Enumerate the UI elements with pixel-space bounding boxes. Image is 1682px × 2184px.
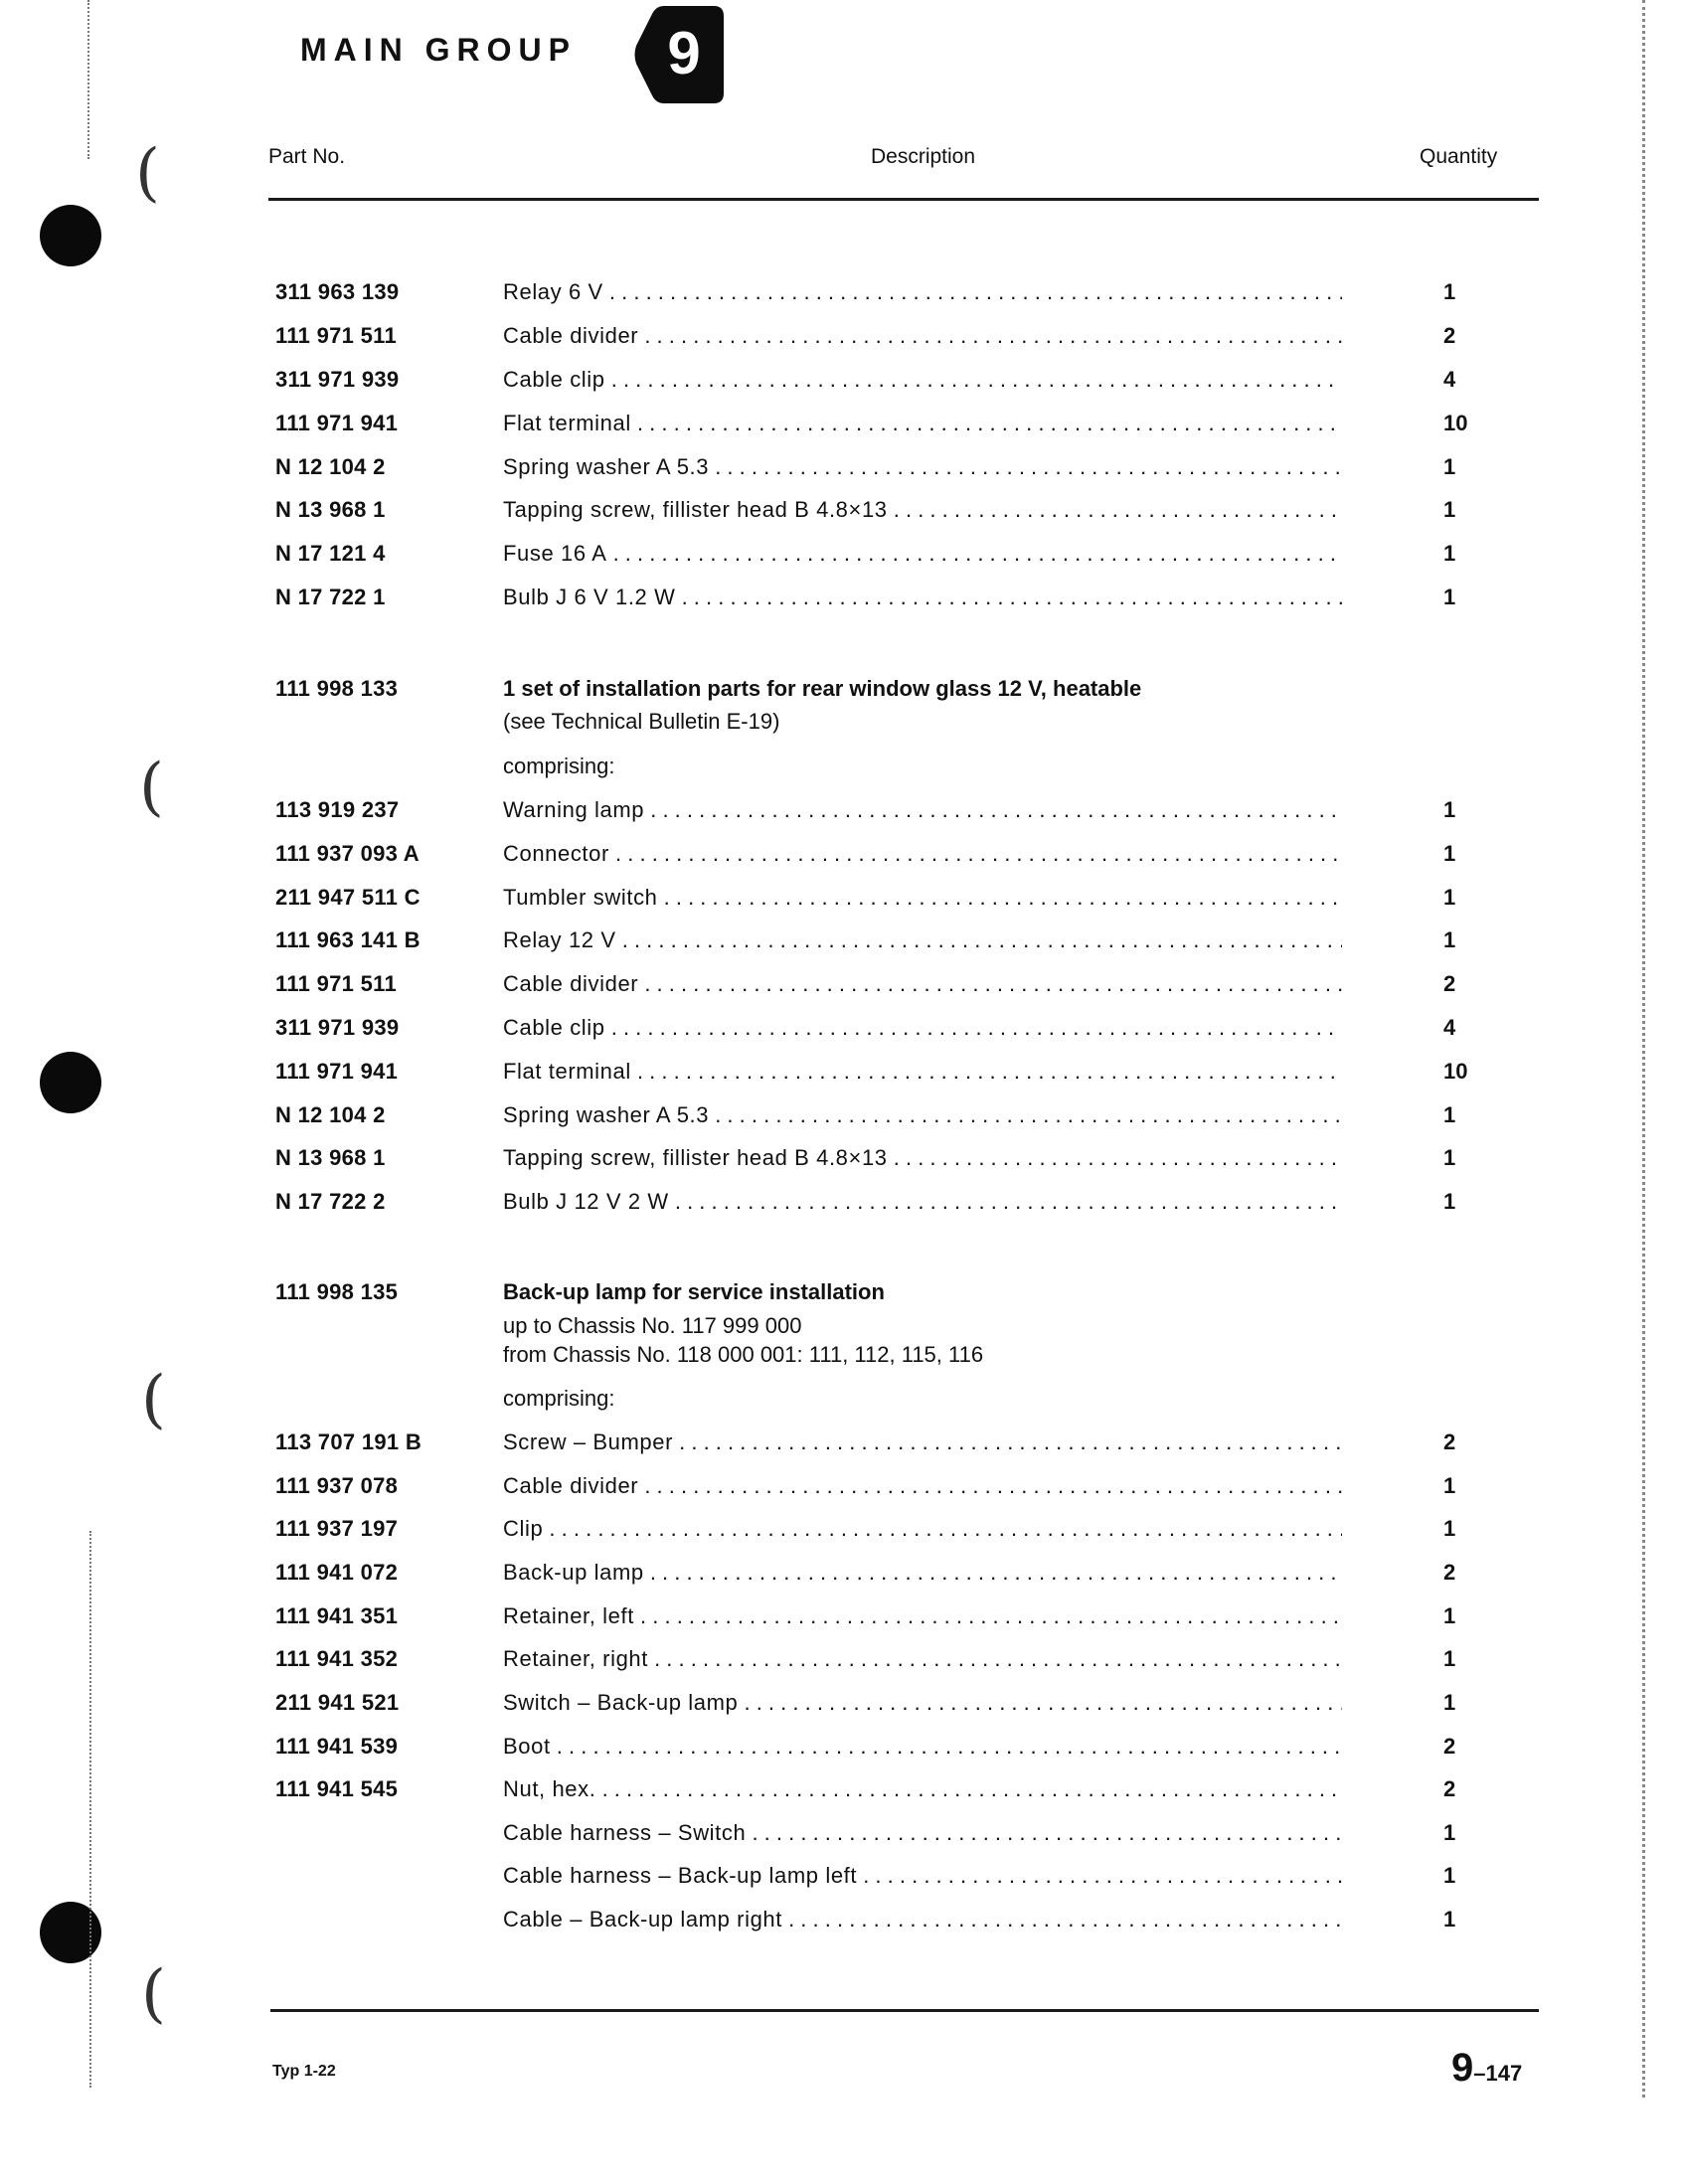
quantity: 1: [1443, 541, 1456, 566]
part-number: 111 941 545: [275, 1776, 399, 1801]
set1-part-number: 111 998 133: [275, 676, 399, 701]
page-number-group: 9: [1451, 2046, 1474, 2090]
quantity: 4: [1443, 1015, 1456, 1040]
description: Boot . . .: [503, 1734, 1342, 1760]
part-number: 311 963 139: [275, 279, 400, 304]
part-number: N 17 121 4: [275, 541, 386, 566]
quantity: 1: [1443, 1516, 1456, 1541]
margin-bracket-1: (: [135, 136, 160, 210]
part-number: 111 941 351: [275, 1603, 399, 1628]
quantity: 2: [1443, 1560, 1456, 1585]
description: Back-up lamp . . .: [503, 1560, 1342, 1586]
quantity: 1: [1443, 841, 1456, 866]
margin-bracket-3: (: [141, 1363, 166, 1436]
set2-title: Back-up lamp for service installation: [503, 1279, 885, 1304]
right-edge-mark: [1642, 0, 1645, 2098]
part-number: 113 707 191 B: [275, 1429, 422, 1454]
set2-part-number: 111 998 135: [275, 1279, 399, 1304]
page-number: [1451, 2046, 1522, 2091]
description: Tumbler switch . . .: [503, 885, 1342, 911]
description: Retainer, left . . .: [503, 1603, 1342, 1629]
quantity: 2: [1443, 323, 1456, 348]
part-number: 111 941 539: [275, 1734, 399, 1759]
description: Fuse 16 A . . .: [503, 541, 1342, 567]
description: Cable clip . . .: [503, 367, 1342, 393]
set1-comprising: comprising:: [503, 754, 615, 778]
binder-hole-top: [40, 205, 101, 266]
description: Tapping screw, fillister head B 4.8×13 . . .: [503, 497, 1342, 523]
description: Tapping screw, fillister head B 4.8×13 . . .: [503, 1145, 1342, 1171]
quantity: 10: [1443, 1059, 1468, 1084]
part-number: 211 941 521: [275, 1690, 400, 1715]
description: Warning lamp . . .: [503, 797, 1342, 823]
quantity: 1: [1443, 1603, 1456, 1628]
part-number: 111 963 141 B: [275, 927, 420, 952]
quantity: 1: [1443, 454, 1456, 479]
description: Cable divider . . .: [503, 323, 1342, 349]
description: Flat terminal . . .: [503, 411, 1342, 436]
part-number: 111 937 078: [275, 1473, 399, 1498]
description: Bulb J 12 V 2 W . . .: [503, 1189, 1342, 1215]
description: Spring washer A 5.3 . . .: [503, 454, 1342, 480]
part-number: 111 971 941: [275, 411, 399, 435]
quantity: 1: [1443, 1189, 1456, 1214]
set2-chassis-from: from Chassis No. 118 000 001: 111, 112, 115, 116: [503, 1342, 984, 1367]
quantity: 10: [1443, 411, 1468, 435]
quantity: 1: [1443, 1473, 1456, 1498]
description: Cable divider . . .: [503, 971, 1342, 997]
quantity: 1: [1443, 1690, 1456, 1715]
part-number: N 13 968 1: [275, 1145, 386, 1170]
group-badge-number: 9: [667, 20, 701, 86]
group-badge: [634, 2, 726, 107]
description: Spring washer A 5.3 . . .: [503, 1102, 1342, 1128]
description: Screw – Bumper . . .: [503, 1429, 1342, 1455]
binder-hole-bottom: [40, 1902, 101, 1963]
margin-bracket-2: (: [139, 751, 164, 824]
quantity: 1: [1443, 885, 1456, 910]
set2-comprising: comprising:: [503, 1386, 615, 1411]
part-number: 111 971 511: [275, 323, 398, 348]
quantity: 1: [1443, 1102, 1456, 1127]
part-number: 111 941 072: [275, 1560, 399, 1585]
quantity: 1: [1443, 1907, 1456, 1932]
description: Flat terminal . . .: [503, 1059, 1342, 1085]
margin-bracket-4: (: [141, 1957, 166, 2031]
quantity: 1: [1443, 585, 1456, 609]
quantity: 2: [1443, 1776, 1456, 1801]
description: Nut, hex. . . .: [503, 1776, 1342, 1802]
column-header-quantity: Quantity: [1420, 145, 1498, 168]
description: Switch – Back-up lamp . . .: [503, 1690, 1342, 1716]
quantity: 1: [1443, 1820, 1456, 1845]
description: Bulb J 6 V 1.2 W . . .: [503, 585, 1342, 610]
description: Relay 12 V . . .: [503, 927, 1342, 953]
column-header-description: Description: [871, 145, 976, 168]
left-edge-mark-lower: [89, 1531, 91, 2088]
part-number: 311 971 939: [275, 1015, 400, 1040]
part-number: 311 971 939: [275, 367, 400, 392]
footer-rule: [270, 2009, 1539, 2012]
quantity: 1: [1443, 797, 1456, 822]
column-header-part-no: Part No.: [268, 145, 346, 168]
part-number: N 13 968 1: [275, 497, 386, 522]
part-number: 211 947 511 C: [275, 885, 420, 910]
part-number: 111 941 352: [275, 1646, 399, 1671]
set1-title: 1 set of installation parts for rear window glass 12 V, heatable: [503, 676, 1142, 701]
set1-note: (see Technical Bulletin E-19): [503, 709, 780, 734]
quantity: 1: [1443, 927, 1456, 952]
description: Cable harness – Switch . . .: [503, 1820, 1342, 1846]
description: Cable harness – Back-up lamp left . . .: [503, 1863, 1342, 1889]
description: Connector . . .: [503, 841, 1342, 867]
description: Clip . . .: [503, 1516, 1342, 1542]
part-number: 111 937 197: [275, 1516, 399, 1541]
footer-model-type: Typ 1-22: [272, 2063, 336, 2080]
binder-hole-middle: [40, 1052, 101, 1113]
part-number: N 17 722 1: [275, 585, 386, 609]
part-number: N 12 104 2: [275, 454, 386, 479]
part-number: 111 971 511: [275, 971, 398, 996]
part-number: 113 919 237: [275, 797, 400, 822]
quantity: 2: [1443, 1429, 1456, 1454]
part-number: 111 971 941: [275, 1059, 399, 1084]
part-number: N 12 104 2: [275, 1102, 386, 1127]
quantity: 1: [1443, 1863, 1456, 1888]
part-number: 111 937 093 A: [275, 841, 420, 866]
description: Cable clip . . .: [503, 1015, 1342, 1041]
left-edge-mark: [87, 0, 89, 159]
quantity: 2: [1443, 1734, 1456, 1759]
quantity: 1: [1443, 279, 1456, 304]
description: Retainer, right . . .: [503, 1646, 1342, 1672]
part-number: N 17 722 2: [275, 1189, 386, 1214]
quantity: 1: [1443, 1145, 1456, 1170]
quantity: 1: [1443, 1646, 1456, 1671]
header-rule: [268, 198, 1539, 201]
quantity: 2: [1443, 971, 1456, 996]
description: Cable divider . . .: [503, 1473, 1342, 1499]
description: Relay 6 V . . .: [503, 279, 1342, 305]
description: Cable – Back-up lamp right . . .: [503, 1907, 1342, 1932]
quantity: 1: [1443, 497, 1456, 522]
quantity: 4: [1443, 367, 1456, 392]
page-number-sheet: –147: [1473, 2061, 1523, 2086]
page-title: MAIN GROUP: [300, 32, 577, 68]
set2-chassis-up-to: up to Chassis No. 117 999 000: [503, 1313, 802, 1338]
